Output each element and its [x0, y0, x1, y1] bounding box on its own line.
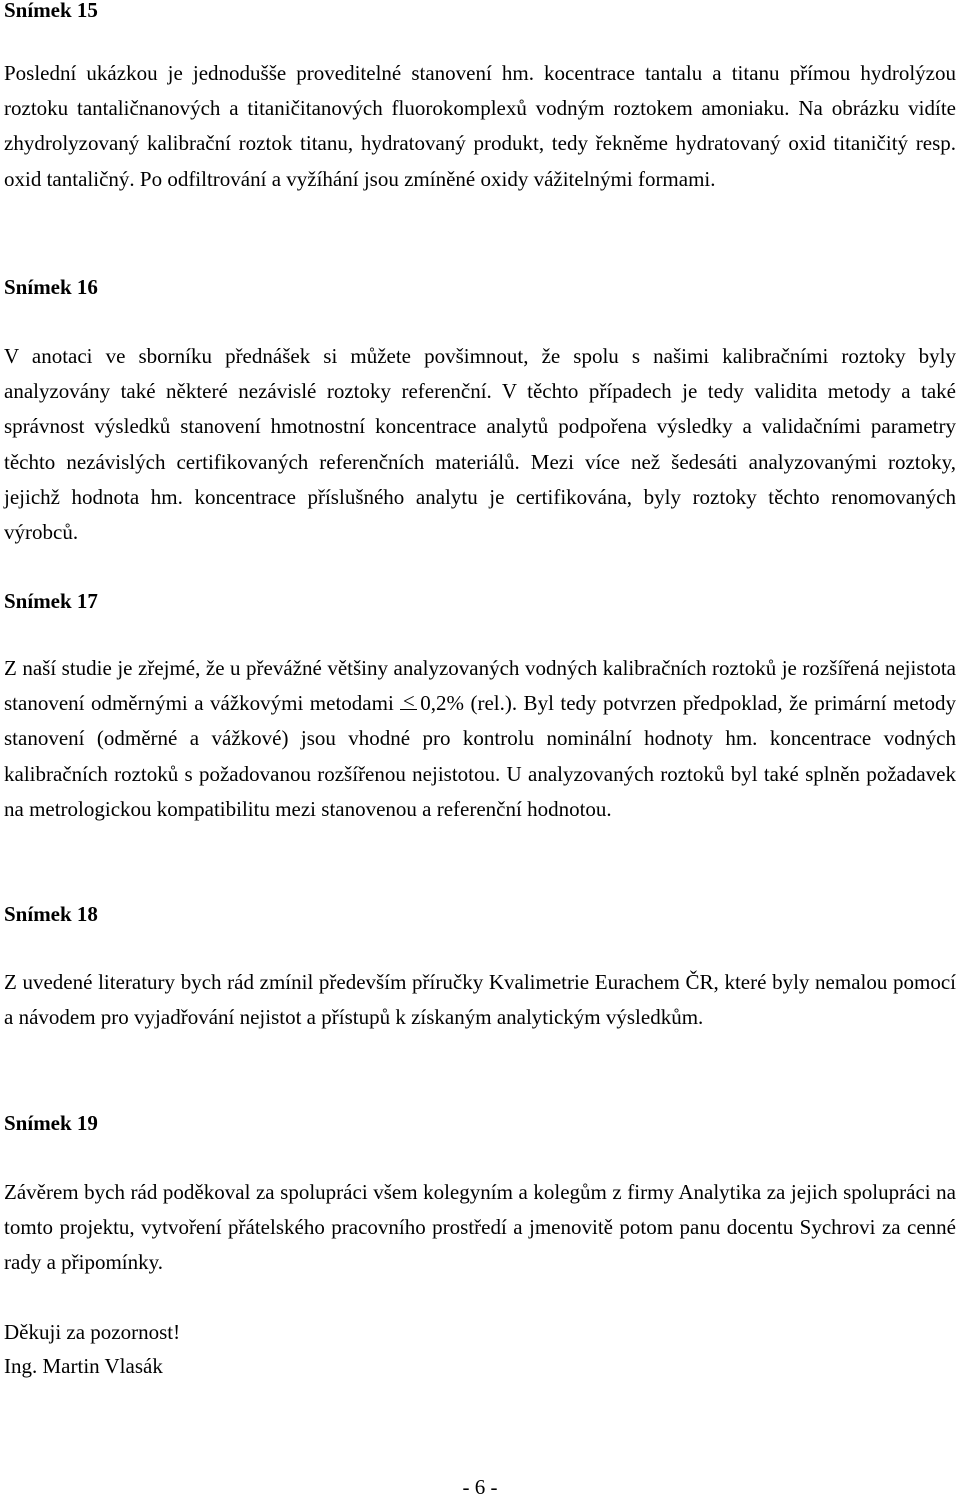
page-number: - 6 - — [462, 1475, 498, 1499]
section-heading-snimek-19: Snímek 19 — [4, 1111, 98, 1135]
section-heading-snimek-18: Snímek 18 — [4, 902, 98, 926]
author-name: Ing. Martin Vlasák — [4, 1354, 163, 1378]
section-paragraph-snimek-16: V anotaci ve sborníku přednášek si můžete povšimnout, že spolu s našimi kalibračními roztoky byly analyzovány také některé nezávislé roztoky referenční. V těchto případech je tedy validita metody a také správnost výsledků stanovení hmotnostní koncentrace analytů podpořena výsledky a validačními parametry těchto nezávislých certifikovaných referenčních materiálů. Mezi více než šedesáti analyzovanými roztoky, jejichž hodnota hm. koncentrace příslušného analytu je certifikována, byly roztoky těchto renomovaných výrobců. — [4, 344, 956, 545]
section-heading-snimek-15: Snímek 15 — [4, 0, 98, 22]
section-paragraph-snimek-18: Z uvedené literatury bych rád zmínil především příručky Kvalimetrie Eurachem ČR, které byly nemalou pomocí a návodem pro vyjadřování nejistot a přístupů k získaným analytickým výsledkům. — [4, 970, 956, 1030]
paragraph-text-part-2: 0,2% (rel.). Byl tedy potvrzen předpoklad, že primární metody stanovení (odměrné a vážkové) jsou vhodné pro kontrolu nominální hodnoty hm. koncentrace vodných kalibračních roztoků s požadovanou rozšířenou nejistotou. U analyzovaných roztoků byl také splněn požadavek na metrologickou kompatibilitu mezi stanovenou a referenční hodnotou. — [4, 691, 956, 821]
closing-thanks: Děkuji za pozornost! — [4, 1320, 181, 1344]
less-or-equal-symbol: < — [400, 693, 417, 710]
section-paragraph-snimek-19: Závěrem bych rád poděkoval za spolupráci všem kolegyním a kolegům z firmy Analytika za jejich spolupráci na tomto projektu, vytvoření přátelského pracovního prostředí a jmenovitě potom panu docentu Sychrovi za cenné rady a připomínky. — [4, 1180, 956, 1275]
section-heading-snimek-17: Snímek 17 — [4, 589, 98, 613]
section-heading-snimek-16: Snímek 16 — [4, 275, 98, 299]
section-paragraph-snimek-17 — [4, 651, 956, 827]
paragraph-text-part-1: Z naší studie je zřejmé, že u převážné většiny analyzovaných vodných kalibračních roztoků je rozšířená nejistota stanovení odměrnými a vážkovými metodami — [4, 656, 956, 716]
section-paragraph-snimek-15: Poslední ukázkou je jednodušše proveditelné stanovení hm. kocentrace tantalu a titanu přímou hydrolýzou roztoku tantaličnanových a titaničitanových fluorokomplexů vodným roztokem amoniaku. Na obrázku vidíte zhydrolyzovaný kalibrační roztok titanu, hydratovaný produkt, tedy řekněme hydratovaný oxid titaničitý resp. oxid tantaličný. Po odfiltrování a vyžíhání jsou zmíněné oxidy vážitelnými formami. — [4, 61, 956, 191]
